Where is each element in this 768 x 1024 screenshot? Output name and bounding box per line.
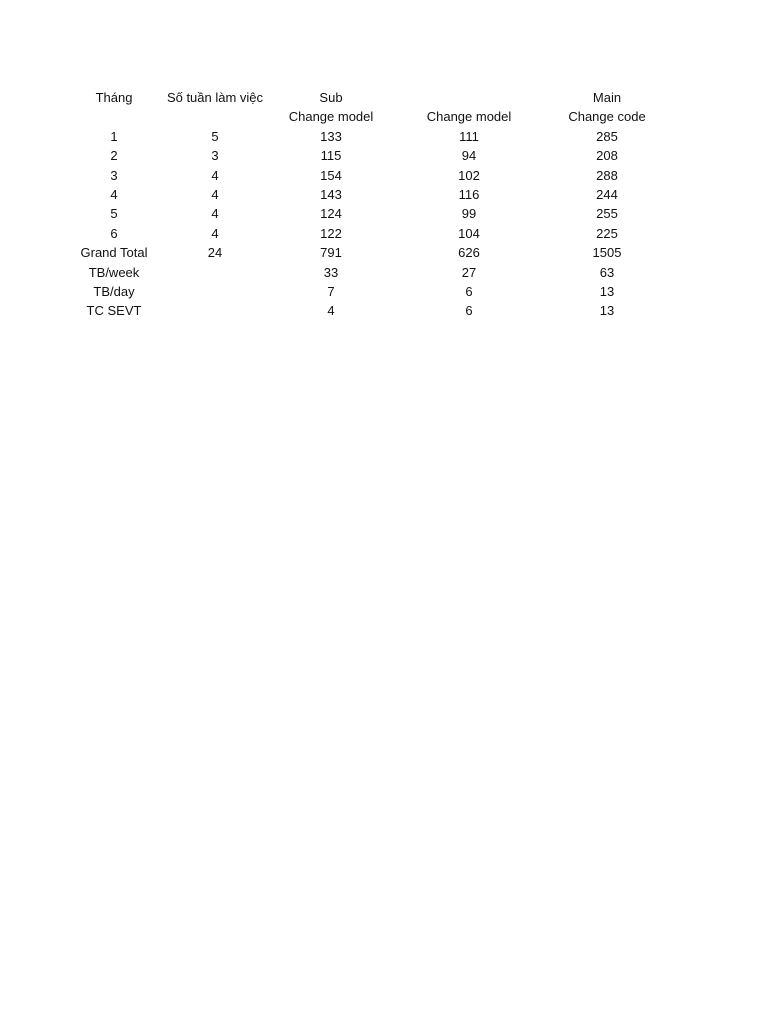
cell-main-change-code: 13 [599,303,615,319]
table-row [0,185,768,204]
cell-main-change-code: 288 [596,167,618,183]
cell-month: 6 [110,225,118,241]
cell-main-change-code: 208 [596,148,618,164]
cell-month: 1 [110,128,118,144]
tb-day-row [0,282,768,301]
header-main-change-code: Change code [568,109,646,125]
table-row [0,224,768,243]
cell-month: 3 [110,167,118,183]
cell-main-change-code: 255 [596,206,618,222]
cell-change-model: 102 [458,167,480,183]
tb-week-row [0,263,768,282]
cell-change-model: 99 [461,206,477,222]
header-change-model: Change model [426,109,512,125]
table-row [0,166,768,185]
cell-month: 4 [110,186,118,202]
cell-change-model: 6 [465,283,473,299]
cell-weeks: 4 [211,167,219,183]
table-row [0,146,768,165]
grand-total-row [0,243,768,262]
table-row [0,204,768,223]
cell-main-change-code: 1505 [592,245,622,261]
cell-month: 2 [110,148,118,164]
cell-weeks: 3 [211,148,219,164]
cell-change-model: 27 [461,264,477,280]
cell-weeks: 4 [211,186,219,202]
cell-sub-change-model: 33 [323,264,339,280]
header-row-2 [0,107,768,126]
cell-change-model: 94 [461,148,477,164]
cell-change-model: 116 [458,186,480,202]
cell-month: 5 [110,206,118,222]
header-sub: Sub [319,90,343,105]
table-row [0,127,768,146]
cell-sub-change-model: 791 [320,245,342,261]
cell-main-change-code: 285 [596,128,618,144]
data-table [0,88,768,321]
cell-main-change-code: 225 [596,225,618,241]
cell-main-change-code: 63 [599,264,615,280]
tc-sevt-row [0,301,768,320]
cell-label: TB/week [88,264,140,280]
cell-weeks: 4 [211,225,219,241]
cell-label: TC SEVT [86,303,142,319]
cell-sub-change-model: 7 [327,283,335,299]
cell-sub-change-model: 122 [320,225,342,241]
cell-weeks: 5 [211,128,219,144]
header-sub-change-model: Change model [288,109,374,125]
cell-sub-change-model: 115 [320,148,342,164]
header-row-1 [0,88,768,107]
cell-label: TB/day [93,283,135,299]
cell-sub-change-model: 124 [320,206,342,222]
cell-change-model: 626 [458,245,480,261]
cell-sub-change-model: 4 [327,303,335,319]
cell-weeks: 4 [211,206,219,222]
cell-change-model: 104 [458,225,480,241]
cell-label: Grand Total [80,245,148,261]
header-month: Tháng [95,90,133,105]
cell-change-model: 6 [465,303,473,319]
cell-main-change-code: 244 [596,186,618,202]
header-working-weeks: Số tuần làm việc [166,90,264,105]
cell-sub-change-model: 133 [320,128,342,144]
cell-weeks: 24 [207,245,223,261]
cell-main-change-code: 13 [599,283,615,299]
cell-sub-change-model: 154 [320,167,342,183]
cell-sub-change-model: 143 [320,186,342,202]
header-main: Main [592,90,622,105]
cell-change-model: 111 [459,128,479,144]
